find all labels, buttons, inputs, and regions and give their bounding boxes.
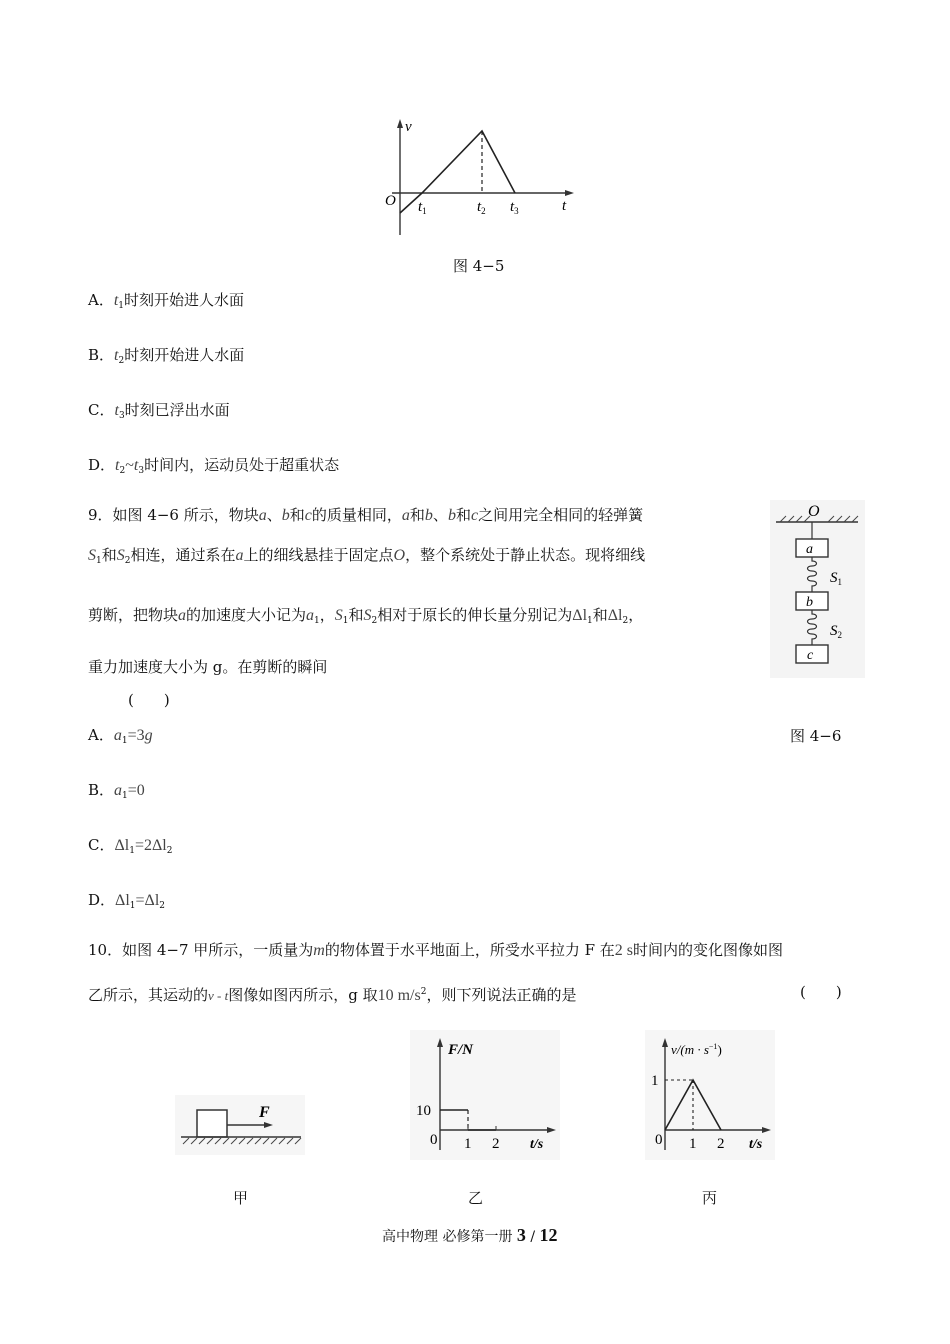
q9-option-b[interactable]: B．$a_1=0$	[88, 781, 145, 801]
option-letter: C．	[88, 836, 115, 854]
t1-label: $t_1$	[418, 199, 427, 216]
q9-line-1: 9．如图 4−6 所示，物块a、b和c的质量相同，a和b、b和c之间用完全相同的轻弹簧	[88, 506, 644, 524]
block	[197, 1110, 227, 1137]
figure-4-6	[770, 500, 865, 678]
question-number: 9．	[88, 506, 113, 524]
t-axis-label: t/s	[530, 1137, 544, 1152]
option-letter: D．	[88, 891, 116, 909]
origin-label: O	[385, 193, 396, 209]
q8-option-c[interactable]: C．$t_3$时刻已浮出水面	[88, 401, 230, 421]
chart-bing-svg	[645, 1030, 775, 1160]
spring-s2-label: $S_2$	[830, 623, 842, 640]
v-axis-arrow	[397, 119, 403, 128]
q9-line-2: $S_1$和$S_2$相连，通过系在a上的细线悬挂于固定点O，整个系统处于静止状态。现将细线	[88, 546, 646, 566]
figure-jia-svg	[175, 1095, 305, 1155]
svg-text:c: c	[807, 648, 814, 663]
total-pages: 12	[539, 1225, 558, 1245]
math-var: t	[114, 402, 119, 419]
f-axis-label: F/N	[448, 1042, 474, 1058]
chart-yi-svg	[410, 1030, 560, 1160]
option-letter: B．	[88, 346, 115, 364]
v-axis-label: $v/(m \cdot s^{-1})$	[671, 1042, 722, 1057]
spring-s1-label: $S_1$	[830, 570, 842, 587]
math-var: t	[113, 292, 119, 309]
math-var: t	[114, 347, 119, 364]
tick-label-1: 1	[464, 1136, 472, 1152]
force-label: F	[259, 1104, 270, 1121]
figure-jia	[175, 1095, 305, 1155]
option-letter: D．	[88, 456, 116, 474]
option-letter: C．	[88, 401, 115, 419]
t-axis-label: t/s	[749, 1137, 763, 1152]
y-tick-label-1: 1	[651, 1073, 659, 1089]
q9-line-3: 剪断，把物块a的加速度大小记为$a_1$，$S_1$和$S_2$相对于原长的伸长量分别记为$\Delta l_1$和$\Delta l_2$，	[88, 606, 644, 626]
tick-label-1: 1	[689, 1136, 697, 1152]
figure-yi-caption: 乙	[468, 1189, 484, 1207]
q8-option-a[interactable]: A．$t_1$时刻开始进人水面	[88, 291, 245, 311]
q10-line-2: 乙所示，其运动的v - t图像如图丙所示，g 取10 $m/s^2$，则下列说法正确的是	[88, 986, 577, 1004]
q9-answer-paren[interactable]: ( )	[128, 691, 170, 709]
fixed-point-label: O	[808, 503, 820, 520]
figure-bing-caption: 丙	[702, 1189, 718, 1207]
origin-label: 0	[655, 1132, 663, 1148]
page-separator: /	[525, 1229, 540, 1245]
svg-text:a: a	[806, 542, 813, 557]
origin-label: 0	[430, 1132, 438, 1148]
figure-4-5-svg	[378, 115, 578, 243]
option-text: 时刻开始进人水面	[124, 291, 245, 309]
q10-line-1: 10．如图 4−7 甲所示，一质量为m的物体置于水平地面上，所受水平拉力 F 在2 s时间内的变化图像如图	[88, 941, 784, 959]
book-title: 高中物理 必修第一册	[382, 1229, 513, 1245]
y-tick-label-10: 10	[416, 1103, 431, 1119]
q9-option-d[interactable]: D．$\Delta l_1=\Delta l_2$	[88, 891, 165, 911]
option-text: 时刻开始进人水面	[124, 346, 245, 364]
t2-label: $t_2$	[477, 199, 486, 216]
q10-answer-paren[interactable]: ( )	[800, 983, 842, 1001]
t3-label: $t_3$	[510, 199, 519, 216]
option-text: 时刻已浮出水面	[124, 401, 230, 419]
figure-bing	[645, 1030, 775, 1160]
q8-option-d[interactable]: D．$t_2\sim t_3$时间内，运动员处于超重状态	[88, 456, 340, 476]
axis-t-label: t	[562, 198, 567, 214]
svg-text:b: b	[806, 595, 813, 610]
current-page: 3	[516, 1225, 526, 1245]
option-letter: B．	[88, 781, 115, 799]
figure-4-5	[378, 115, 578, 243]
axis-v-label: v	[405, 119, 412, 135]
page-footer	[382, 1225, 558, 1246]
q9-option-a[interactable]: A．$a_1=3g$	[88, 726, 153, 746]
q9-option-c[interactable]: C．$\Delta l_1=2\Delta l_2$	[88, 836, 173, 856]
option-letter: A．	[88, 726, 114, 744]
figure-jia-caption: 甲	[233, 1189, 249, 1207]
t-axis-arrow	[565, 190, 574, 196]
option-letter: A．	[88, 291, 114, 309]
figure-4-6-svg	[770, 500, 865, 678]
q8-option-b[interactable]: B．$t_2$时刻开始进人水面	[88, 346, 245, 366]
q9-line-4: 重力加速度大小为 g。在剪断的瞬间	[88, 658, 328, 676]
option-text: 时间内，运动员处于超重状态	[144, 456, 340, 474]
figure-4-6-caption: 图 4−6	[790, 727, 842, 745]
tick-label-2: 2	[717, 1136, 725, 1152]
tick-label-2: 2	[492, 1136, 500, 1152]
figure-yi	[410, 1030, 560, 1160]
figure-4-5-caption: 图 4−5	[453, 257, 505, 275]
